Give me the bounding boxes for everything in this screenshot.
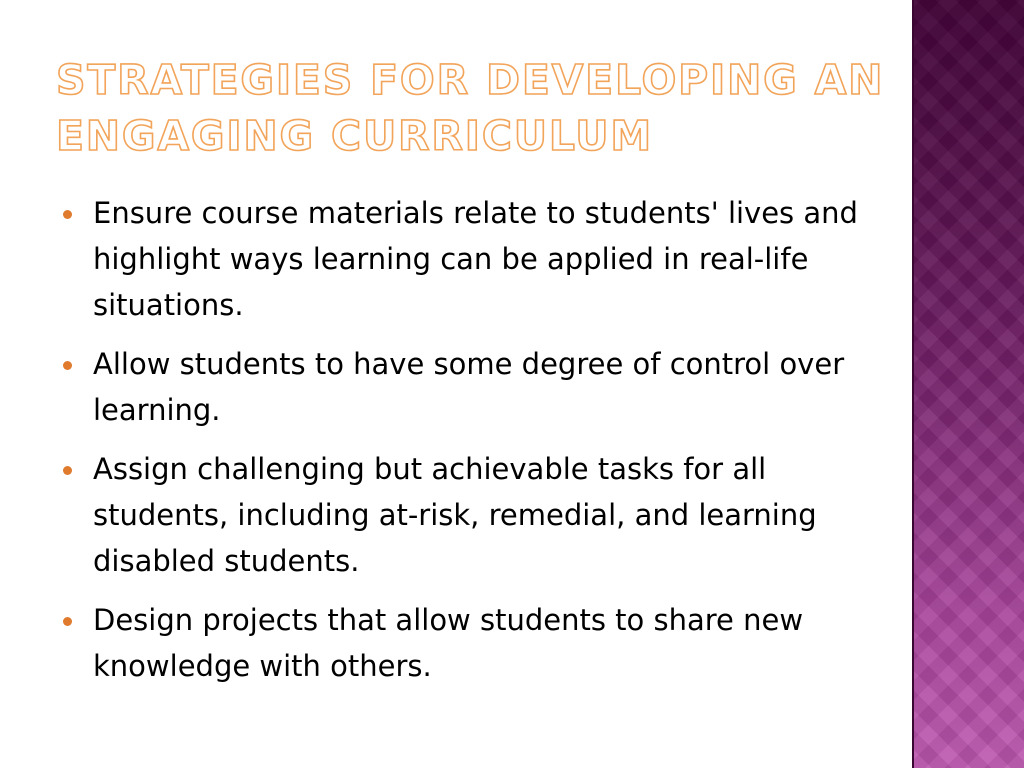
bullet-icon [63,361,72,370]
bullet-text: Assign challenging but achievable tasks for all students, including at-risk, remedial, and learning disabled students. [93,452,817,578]
decorative-side-band [912,0,1024,768]
bullet-icon [63,210,72,219]
bullet-item [58,597,858,689]
bullet-icon [63,466,72,475]
bullet-text: Allow students to have some degree of control over learning. [93,347,845,427]
bullet-item [58,446,858,584]
bullet-list [58,190,858,702]
bullet-text: Ensure course materials relate to students' lives and highlight ways learning can be applied in real-life situations. [93,196,858,322]
bullet-icon [63,617,72,626]
slide-title: STRATEGIES FOR DEVELOPING AN ENGAGING CURRICULUM [56,56,885,160]
bullet-text: Design projects that allow students to share new knowledge with others. [93,603,804,683]
bullet-item [58,190,858,328]
side-band-edge [912,0,914,768]
bullet-item [58,341,858,433]
